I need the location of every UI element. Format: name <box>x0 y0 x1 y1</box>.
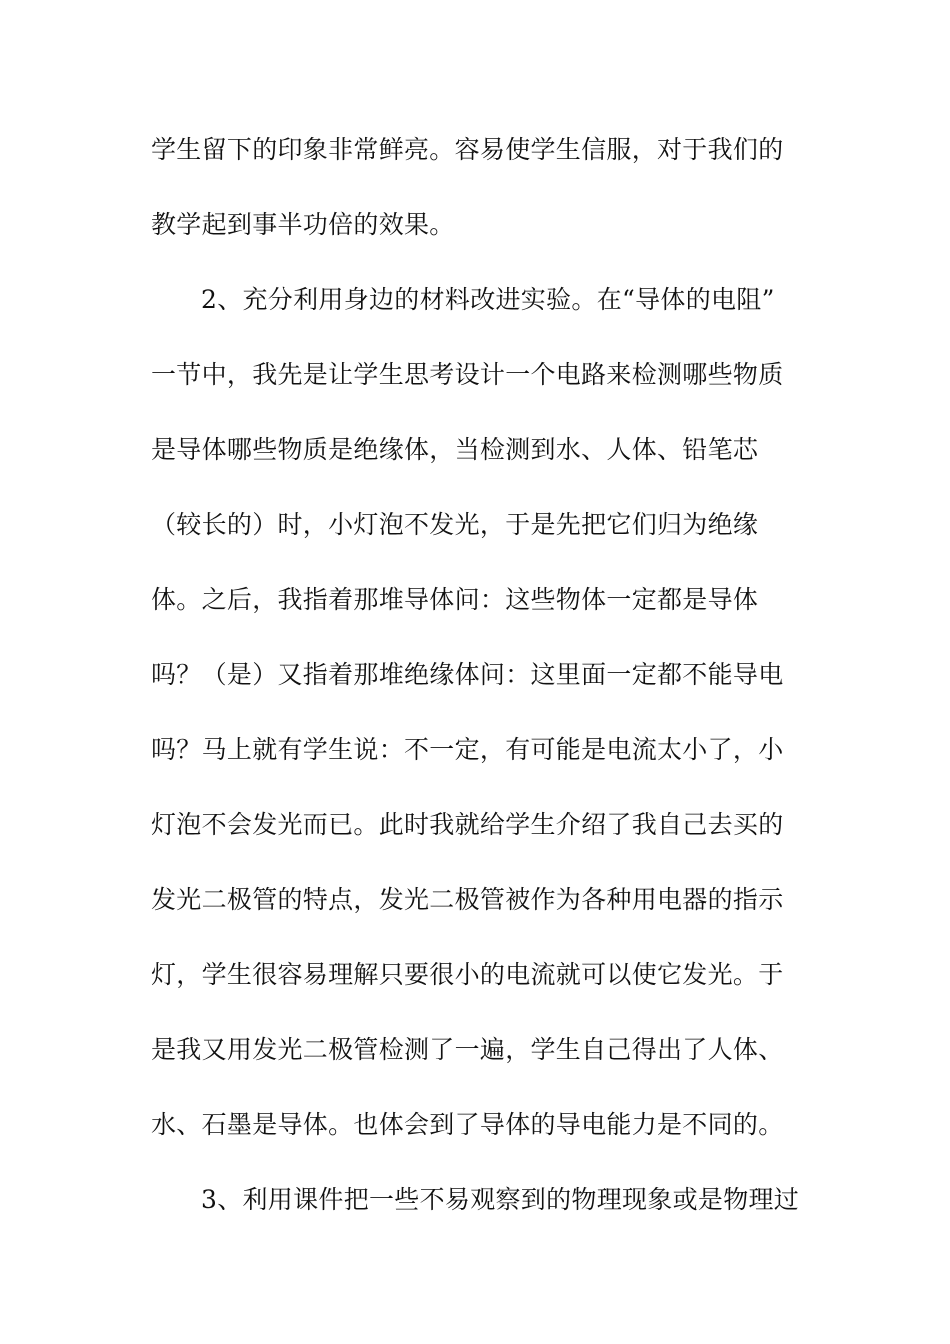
paragraph-start-line: 3、利用课件把一些不易观察到的物理现象或是物理过 <box>201 1185 800 1214</box>
text-line: 发光二极管的特点，发光二极管被作为各种用电器的指示 <box>151 885 784 914</box>
text-line: 吗？（是）又指着那堆绝缘体问：这里面一定都不能导电 <box>151 660 784 689</box>
text-line: 水、石墨是导体。也体会到了导体的导电能力是不同的。 <box>151 1110 784 1139</box>
text-line: 教学起到事半功倍的效果。 <box>151 210 455 239</box>
text-line: 体。之后，我指着那堆导体问：这些物体一定都是导体 <box>151 585 759 614</box>
text-line: 灯泡不会发光而已。此时我就给学生介绍了我自己去买的 <box>151 810 784 839</box>
text-line: 一节中，我先是让学生思考设计一个电路来检测哪些物质 <box>151 360 784 389</box>
text-line: 灯，学生很容易理解只要很小的电流就可以使它发光。于 <box>151 960 784 989</box>
paragraph-start-line: 2、充分利用身边的材料改进实验。在“导体的电阻” <box>201 285 775 314</box>
text-line: 是我又用发光二极管检测了一遍，学生自己得出了人体、 <box>151 1035 784 1064</box>
text-line: 学生留下的印象非常鲜亮。容易使学生信服，对于我们的 <box>151 135 784 164</box>
text-line: 吗？马上就有学生说：不一定，有可能是电流太小了，小 <box>151 735 784 764</box>
text-line: 是导体哪些物质是绝缘体，当检测到水、人体、铅笔芯 <box>151 435 759 464</box>
text-line: （较长的）时，小灯泡不发光，于是先把它们归为绝缘 <box>151 510 759 539</box>
